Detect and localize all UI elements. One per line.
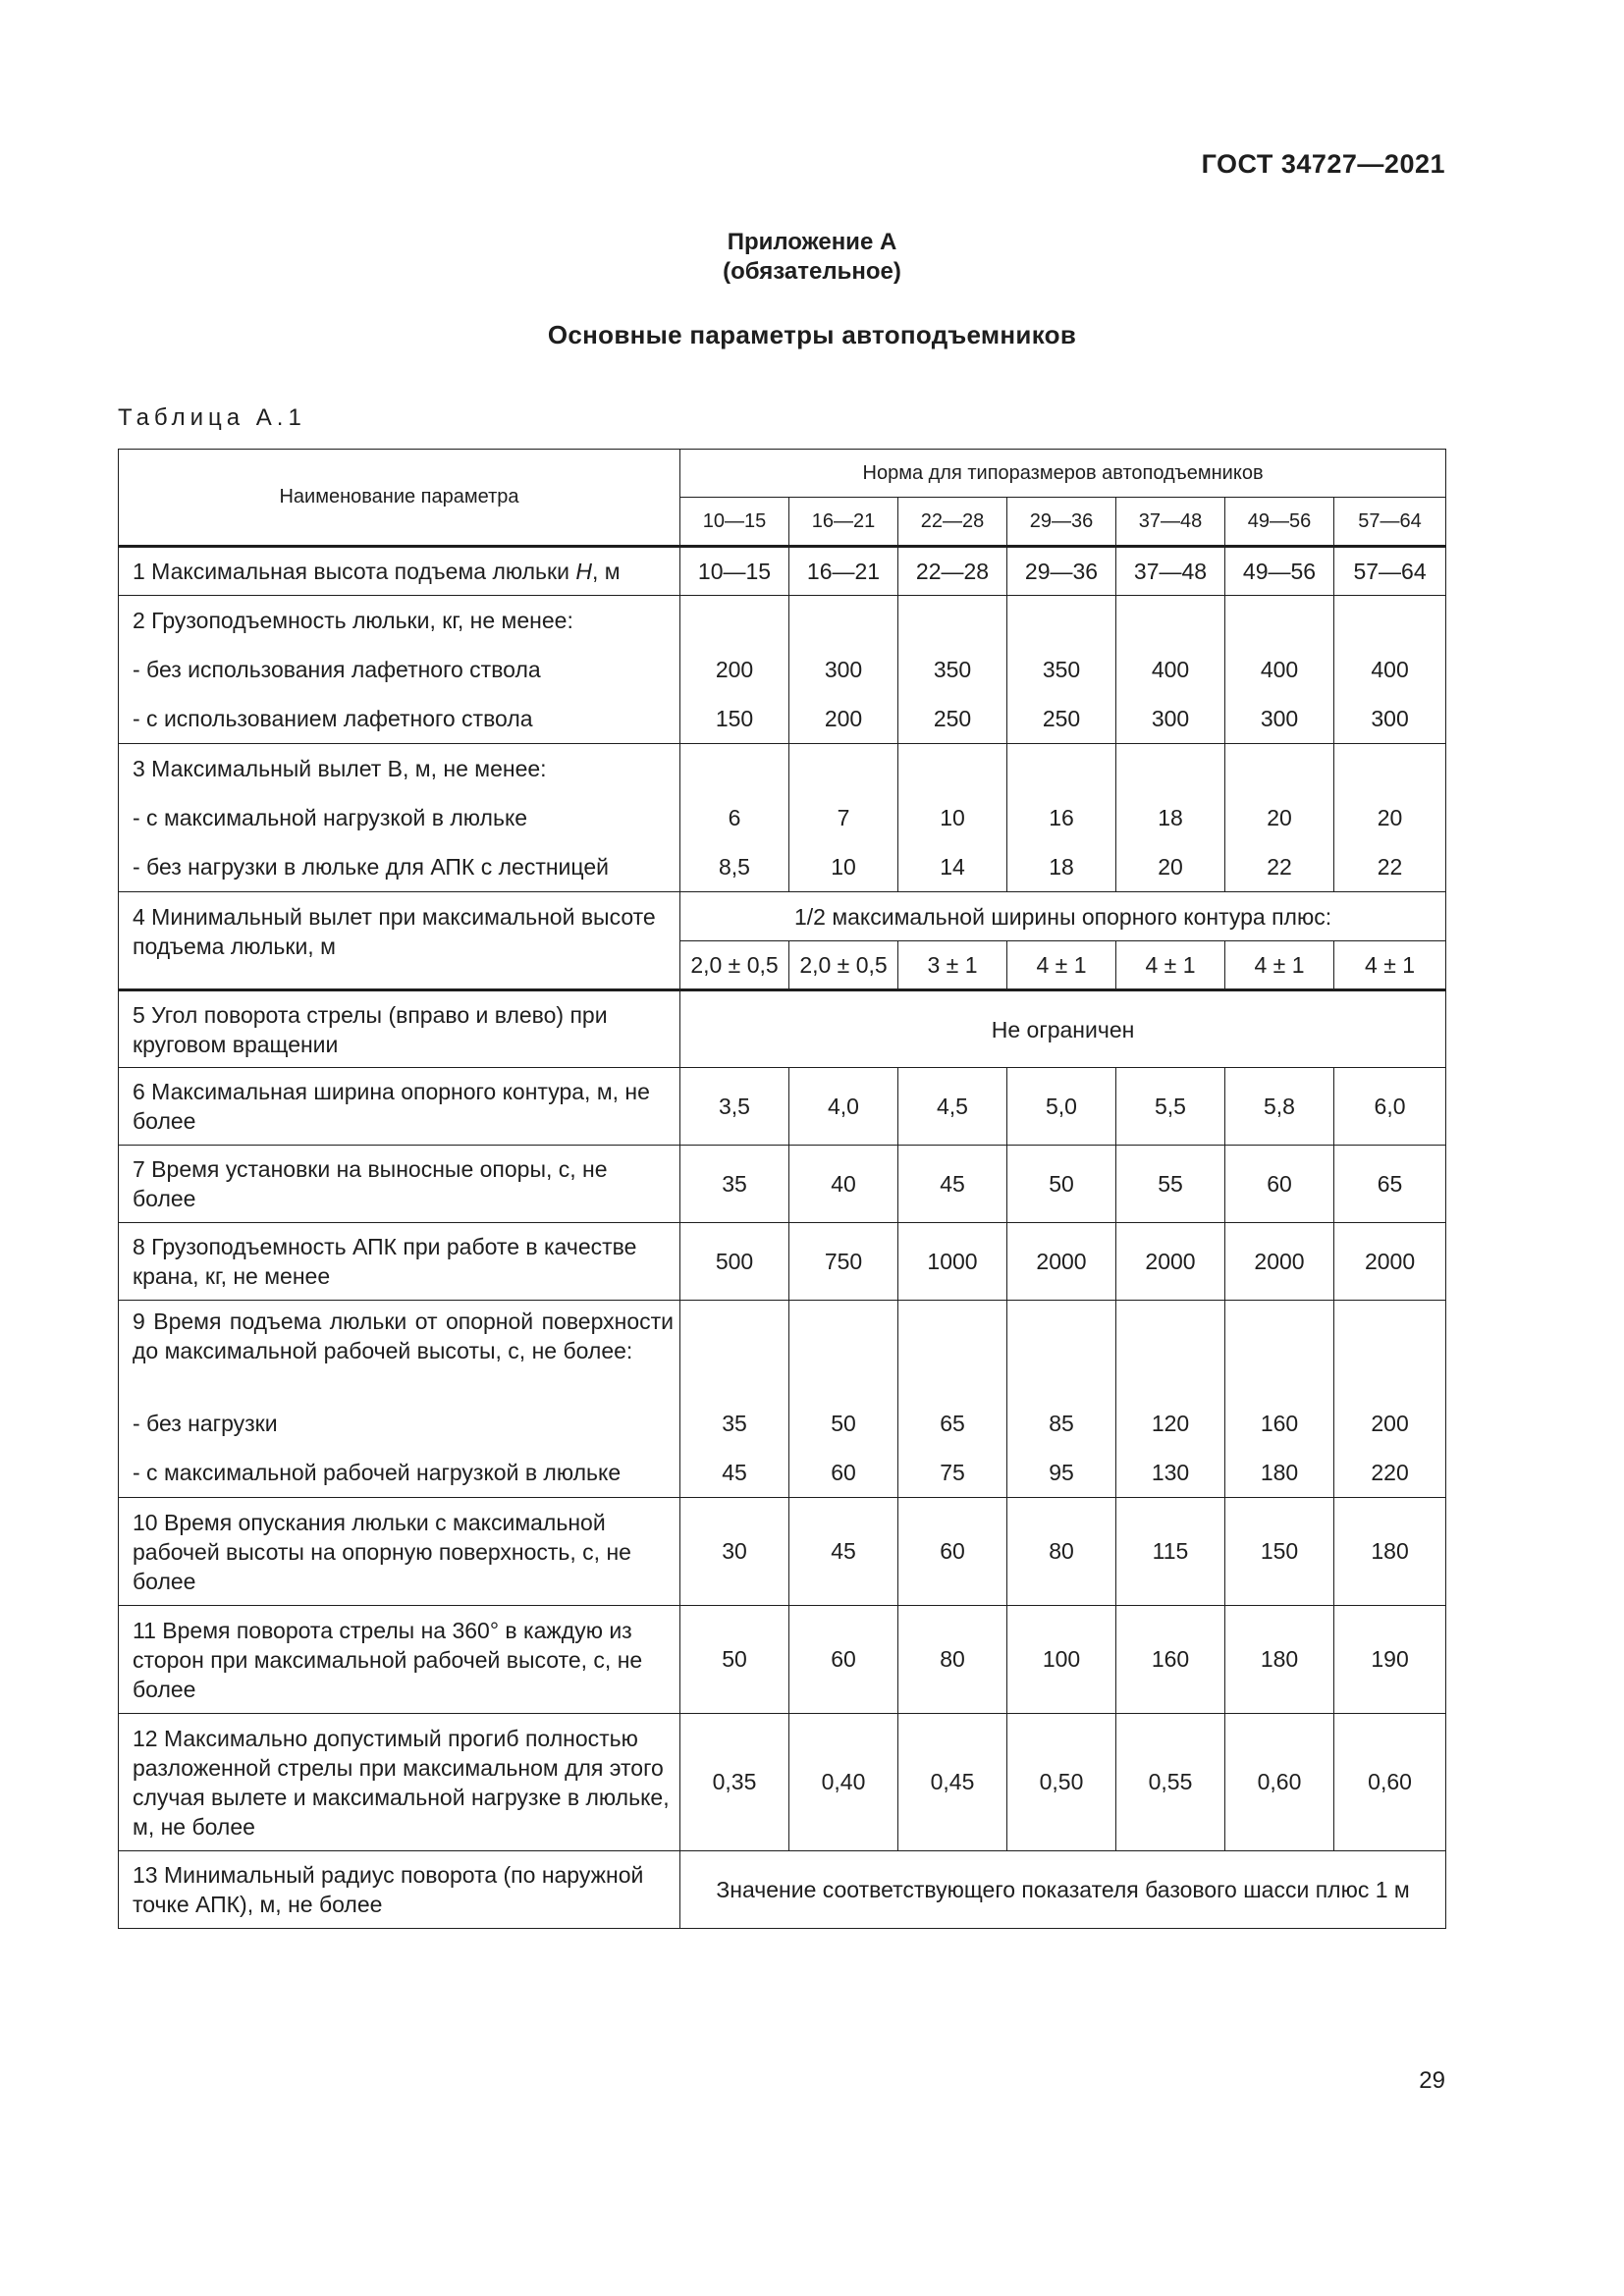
value: 35 [722,1411,747,1436]
value-cell: 60 [898,1498,1007,1606]
value-cell [1334,596,1446,744]
value: 350 [933,657,972,682]
header-size-cell: 10—15 [680,498,789,547]
appendix-status: (обязательное) [723,258,901,285]
value-cell: 50 [1007,1146,1116,1223]
value-cell: 500 [680,1223,789,1301]
value-cell: 22—28 [898,547,1007,596]
param-title: 2 Грузоподъемность люльки, кг, не менее: [133,608,573,633]
table-row [119,1606,1446,1714]
value-cell [1334,1301,1446,1498]
value-cell: 6,0 [1334,1068,1446,1146]
value: 8,5 [719,854,750,880]
table-row [119,596,1446,744]
span-text-cell: 1/2 максимальной ширины опорного контура плюс: [680,892,1446,941]
value: 300 [824,657,863,682]
header-norm-group: Норма для типоразмеров автоподъемников [680,450,1446,498]
param-sub-label: - без нагрузки [133,1411,278,1436]
value: 300 [1151,706,1190,731]
value: 20 [1158,854,1183,880]
table-row [119,1301,1446,1498]
value: 200 [824,706,863,731]
value-cell [680,596,789,744]
span-text-cell: Не ограничен [680,990,1446,1068]
param-name: 12 Максимально допустимый прогиб полностью разложенной стрелы при максимальном для этого случая вылете и максимальной нагрузке в люльке, м, не более [119,1714,680,1851]
value-cell: 3 ± 1 [898,941,1007,990]
value: 130 [1151,1460,1190,1485]
value: 250 [933,706,972,731]
value-cell: 0,45 [898,1714,1007,1851]
value: 20 [1267,805,1292,830]
value: 180 [1260,1460,1299,1485]
header-size-cell: 22—28 [898,498,1007,547]
value-cell [1007,1301,1116,1498]
value-cell: 2000 [1225,1223,1334,1301]
value-cell: 4,0 [789,1068,898,1146]
value-cell [1116,744,1225,892]
value: 22 [1377,854,1403,880]
value-cell: 2,0 ± 0,5 [789,941,898,990]
value: 200 [1371,1411,1409,1436]
parameters-table [118,449,1446,1929]
value: 300 [1371,706,1409,731]
value-cell: 100 [1007,1606,1116,1714]
value: 45 [722,1460,747,1485]
value-cell [1225,1301,1334,1498]
value-cell: 150 [1225,1498,1334,1606]
value-cell: 40 [789,1146,898,1223]
value-cell: 57—64 [1334,547,1446,596]
value-cell [1007,744,1116,892]
value-cell: 30 [680,1498,789,1606]
value-cell: 750 [789,1223,898,1301]
value: 220 [1371,1460,1409,1485]
param-name [119,1301,680,1498]
value: 350 [1042,657,1081,682]
value-cell: 5,8 [1225,1068,1334,1146]
value-cell: 4 ± 1 [1334,941,1446,990]
value: 22 [1267,854,1292,880]
table-row [119,1223,1446,1301]
value-cell: 3,5 [680,1068,789,1146]
value-cell: 5,5 [1116,1068,1225,1146]
header-param-name: Наименование параметра [119,450,680,547]
value: 20 [1377,805,1403,830]
value-cell [1007,596,1116,744]
value-cell: 4,5 [898,1068,1007,1146]
value-cell [1225,596,1334,744]
value-cell: 45 [789,1498,898,1606]
table-row [119,892,1446,941]
value-cell [680,1301,789,1498]
page-number: 29 [1419,2067,1445,2094]
table-row [119,744,1446,892]
value: 160 [1260,1411,1299,1436]
param-name-suffix: , м [591,559,621,584]
table-row [119,1068,1446,1146]
value: 400 [1151,657,1190,682]
table-row [119,1498,1446,1606]
value-cell: 4 ± 1 [1007,941,1116,990]
value-cell: 16—21 [789,547,898,596]
param-name [119,596,680,744]
value: 120 [1151,1411,1190,1436]
value-cell [680,744,789,892]
value: 75 [940,1460,965,1485]
value-cell [789,744,898,892]
header-size-cell: 37—48 [1116,498,1225,547]
value-cell: 29—36 [1007,547,1116,596]
value: 150 [715,706,754,731]
value-cell: 50 [680,1606,789,1714]
value-cell [898,596,1007,744]
value-cell: 160 [1116,1606,1225,1714]
value-cell [1334,744,1446,892]
param-name: 8 Грузоподъемность АПК при работе в качестве крана, кг, не менее [119,1223,680,1301]
value: 50 [831,1411,856,1436]
value: 400 [1371,657,1409,682]
value: 7 [837,805,850,830]
value-cell: 0,60 [1334,1714,1446,1851]
value-cell: 60 [789,1606,898,1714]
value-cell: 5,0 [1007,1068,1116,1146]
value-cell: 0,35 [680,1714,789,1851]
header-size-cell: 57—64 [1334,498,1446,547]
value-cell: 180 [1334,1498,1446,1606]
header-size-cell: 29—36 [1007,498,1116,547]
value-cell: 0,40 [789,1714,898,1851]
header-row [119,450,1446,498]
value-cell [789,596,898,744]
param-sub-label: - без нагрузки в люльке для АПК с лестницей [133,854,609,880]
table-row [119,547,1446,596]
value: 200 [715,657,754,682]
value: 65 [940,1411,965,1436]
appendix-heading [0,228,1624,287]
value: 400 [1260,657,1299,682]
table-row [119,1714,1446,1851]
table-caption: Таблица А.1 [118,404,306,431]
value-cell [789,1301,898,1498]
value-cell: 55 [1116,1146,1225,1223]
value-cell: 49—56 [1225,547,1334,596]
value-cell: 80 [898,1606,1007,1714]
param-name [119,744,680,892]
param-title: 9 Время подъема люльки от опорной поверхности до максимальной рабочей высоты, с, не более: [133,1308,674,1363]
value-cell: 190 [1334,1606,1446,1714]
value-cell: 37—48 [1116,547,1225,596]
value: 300 [1260,706,1299,731]
header-size-cell: 49—56 [1225,498,1334,547]
param-name: 11 Время поворота стрелы на 360° в каждую из сторон при максимальной рабочей высоте, с, не более [119,1606,680,1714]
value-cell: 80 [1007,1498,1116,1606]
value-cell [898,744,1007,892]
table-row [119,1851,1446,1929]
value-cell: 10—15 [680,547,789,596]
standard-number: ГОСТ 34727—2021 [1201,149,1445,179]
param-name-prefix: 1 Максимальная высота подъема люльки [133,559,576,584]
value-cell: 60 [1225,1146,1334,1223]
value-cell: 65 [1334,1146,1446,1223]
param-title: 3 Максимальный вылет В, м, не менее: [133,756,547,781]
value-cell: 2000 [1334,1223,1446,1301]
value: 85 [1049,1411,1074,1436]
value-cell: 2000 [1007,1223,1116,1301]
value-cell [1116,596,1225,744]
param-sub-label: - с использованием лафетного ствола [133,706,533,731]
value-cell: 35 [680,1146,789,1223]
param-name: 5 Угол поворота стрелы (вправо и влево) при круговом вращении [119,990,680,1068]
value-cell: 0,55 [1116,1714,1225,1851]
param-sub-label: - с максимальной рабочей нагрузкой в люльке [133,1460,622,1485]
value: 18 [1158,805,1183,830]
value: 6 [728,805,741,830]
table-row [119,990,1446,1068]
span-text-cell: Значение соответствующего показателя базового шасси плюс 1 м [680,1851,1446,1929]
header-size-cell: 16—21 [789,498,898,547]
param-name-variable: H [575,559,592,584]
value: 60 [831,1460,856,1485]
value-cell: 2,0 ± 0,5 [680,941,789,990]
value-cell: 0,50 [1007,1714,1116,1851]
appendix-title: Приложение А [727,229,897,255]
param-name: 10 Время опускания люльки с максимальной рабочей высоты на опорную поверхность, с, не более [119,1498,680,1606]
document-title: Основные параметры автоподъемников [547,320,1077,349]
value-cell: 45 [898,1146,1007,1223]
value-cell: 4 ± 1 [1225,941,1334,990]
param-sub-label: - без использования лафетного ствола [133,657,541,682]
value: 250 [1042,706,1081,731]
value-cell: 180 [1225,1606,1334,1714]
param-name: 13 Минимальный радиус поворота (по наружной точке АПК), м, не более [119,1851,680,1929]
value-cell: 2000 [1116,1223,1225,1301]
param-name: 6 Максимальная ширина опорного контура, м, не более [119,1068,680,1146]
value-cell [898,1301,1007,1498]
value: 18 [1049,854,1074,880]
value-cell [1225,744,1334,892]
value-cell: 115 [1116,1498,1225,1606]
value: 10 [940,805,965,830]
value-cell: 0,60 [1225,1714,1334,1851]
table-row [119,1146,1446,1223]
value: 14 [940,854,965,880]
value-cell [1116,1301,1225,1498]
value-cell: 1000 [898,1223,1007,1301]
value: 10 [831,854,856,880]
value: 16 [1049,805,1074,830]
value-cell: 4 ± 1 [1116,941,1225,990]
param-sub-label: - с максимальной нагрузкой в люльке [133,805,528,830]
value: 95 [1049,1460,1074,1485]
param-name: 4 Минимальный вылет при максимальной высоте подъема люльки, м [119,892,680,990]
param-name [119,547,680,596]
param-name: 7 Время установки на выносные опоры, с, не более [119,1146,680,1223]
